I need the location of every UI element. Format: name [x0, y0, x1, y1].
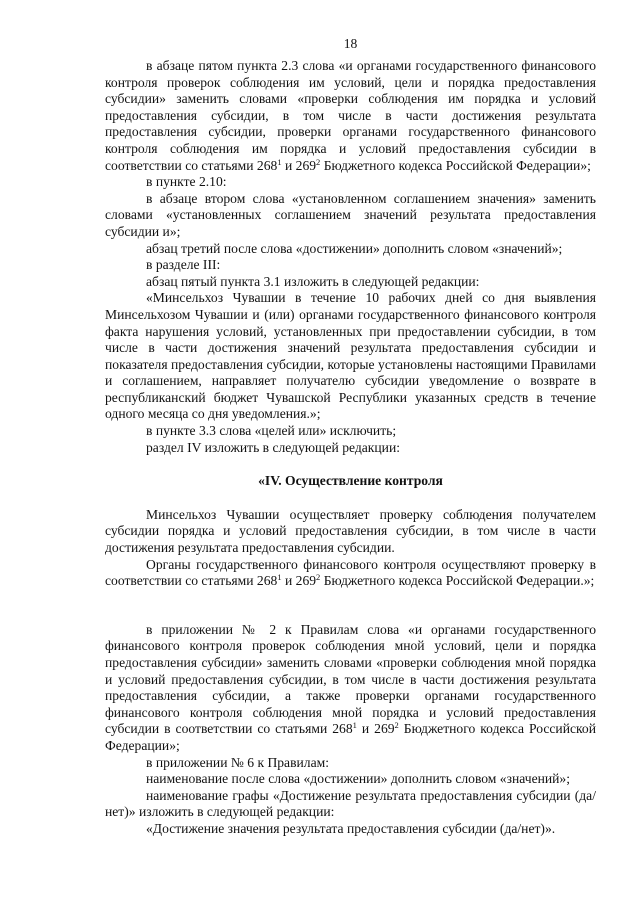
paragraph-p5: в разделе III:	[146, 257, 221, 273]
paragraph-p10: Минсельхоз Чувашии осуществляет проверку соблюдения получателем субсидии порядка и условий предоставления субсидии, в том числе в части достижения результата предоставления субсидии.	[105, 506, 596, 556]
document-body	[105, 58, 596, 838]
paragraph-p2: в пункте 2.10:	[146, 174, 227, 190]
paragraph-p15: наименование графы «Достижение результата предоставления субсидии (да/нет)» изложить в следующей редакции:	[105, 787, 596, 820]
paragraph-p6: абзац пятый пункта 3.1 изложить в следующей редакции:	[146, 273, 480, 289]
paragraph-p1: в абзаце пятом пункта 2.3 слова «и органами государственного финансового контроля проверок соблюдения им условий, цели и порядка предоставления субсидии» заменить словами «проверки соблюдения им порядка и условий предоставления субсидии, в том числе в части достижения результата предоставления субсидии, проверки органами государственного финансового контроля соблюдения им порядка и условий предоставления субсидии в соответствии со статьями $268^1$ и $269^2$ Бюджетного кодекса Российской Федерации»;	[105, 58, 596, 173]
page-number: 18	[343, 36, 358, 51]
paragraph-p14: наименование после слова «достижении» дополнить словом «значений»;	[146, 771, 571, 787]
paragraph-p16: «Достижение значения результата предоставления субсидии (да/нет)».	[146, 820, 556, 836]
paragraph-p11: Органы государственного финансового контроля осуществляют проверку в соответствии со статьями $268^1$ и $269^2$ Бюджетного кодекса Российской Федерации.»;	[105, 556, 596, 589]
paragraph-p7: «Минсельхоз Чувашии в течение 10 рабочих дней со дня выявления Минсельхозом Чувашии и (или) органами государственного финансового контроля факта нарушения условий, установленных при предоставлении субсидии, в том числе в части достижения значений результата предоставления субсидии и показателя предоставления субсидии, которые установлены настоящими Правилами и соглашением, направляет получателю субсидии уведомление о возврате в республиканский бюджет Чувашской Республики указанных средств в течение одного месяца со дня уведомления.»;	[105, 290, 596, 422]
paragraph-p12: в приложении № 2 к Правилам слова «и органами государственного финансового контроля проверок соблюдения мной условий, цели и порядка предоставления субсидии» заменить словами «проверки соблюдения мной порядка и условий предоставления субсидии, в том числе в части достижения результата предоставления субсидии, а также проверки органами государственного финансового контроля соблюдения мной порядка и условий предоставления субсидии в соответствии со статьями $268^1$ и $269^2$ Бюджетного кодекса Российской Федерации»;	[105, 621, 596, 753]
section-heading: «IV. Осуществление контроля	[258, 473, 443, 489]
paragraph-p4: абзац третий после слова «достижении» дополнить словом «значений»;	[146, 240, 563, 256]
paragraph-p13: в приложении № 6 к Правилам:	[146, 754, 329, 770]
paragraph-p9: раздел IV изложить в следующей редакции:	[146, 439, 401, 455]
paragraph-p8: в пункте 3.3 слова «целей или» исключить;	[146, 423, 397, 439]
paragraph-p3: в абзаце втором слова «установленном соглашением значения» заменить словами «установленных соглашением значений результата предоставления субсидии и»;	[105, 190, 596, 239]
